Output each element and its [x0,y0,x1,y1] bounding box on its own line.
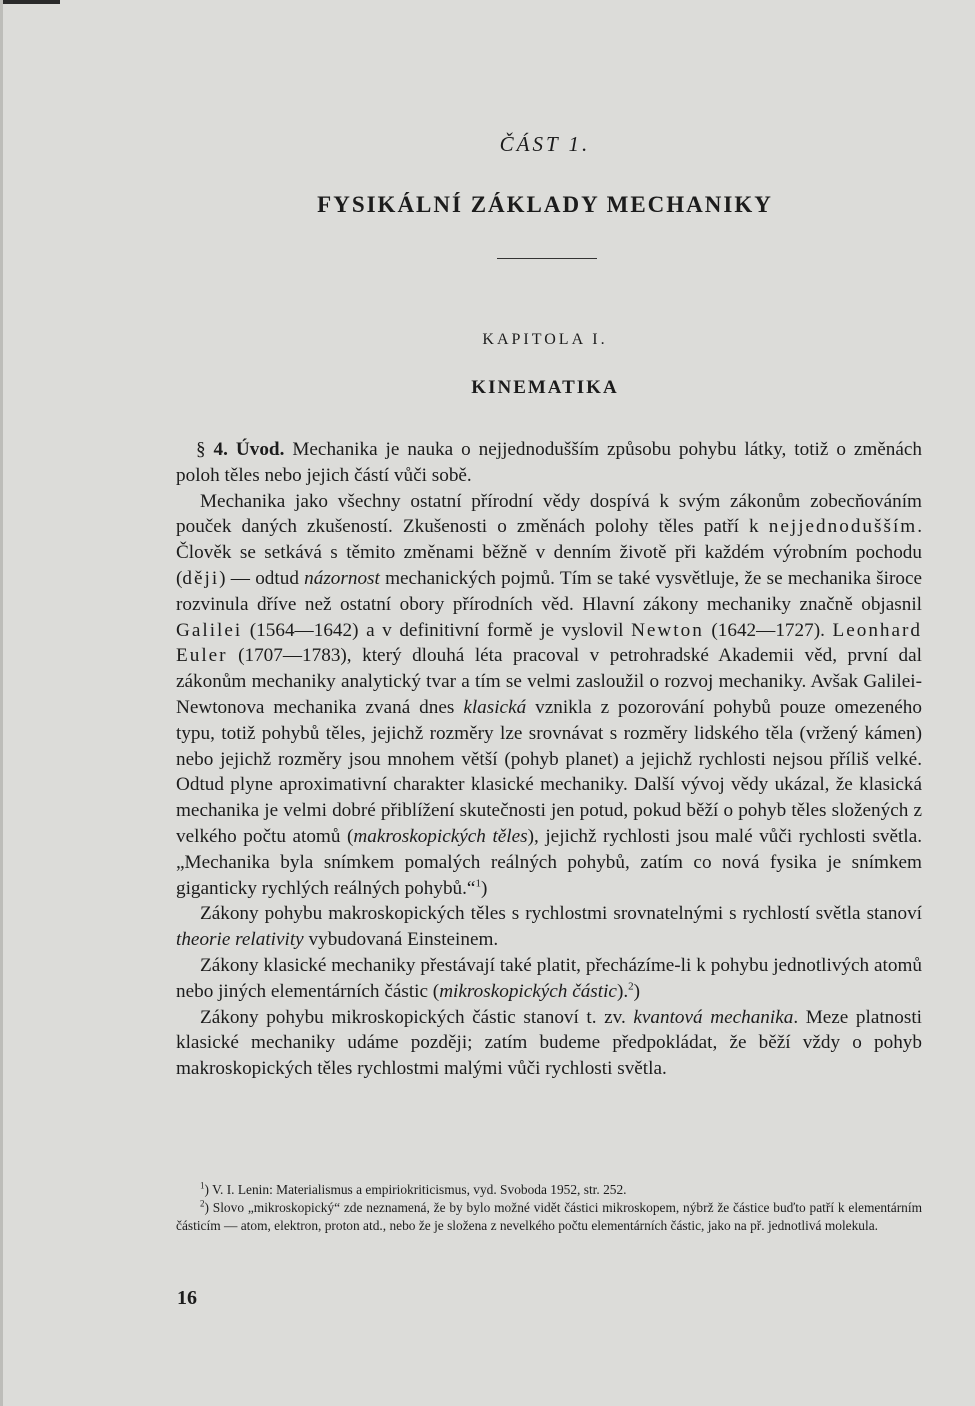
text-run: . Meze platnosti klasické mechaniky udáme později; zatím budeme předpokládat, že běží vždy o pohyb makroskopických těles rychlostmi malými vůči rychlosti světla. [176,1006,922,1080]
footnote-mark: 2 [200,1198,205,1209]
intro-text: Mechanika je nauka o nejjednodušším způsobu pohybu látky, totiž o změnách poloh těles nebo jejich částí vůči sobě. [176,439,923,486]
section-symbol: § [196,439,206,460]
text-run: ), jejichž rychlosti jsou malé vůči rychlosti světla. „Mechanika byla snímkem pomalých reálných pohybů, zatím co nová fysika je snímkem giganticky rychlých reálných pohybů.“ [176,825,923,899]
text-run: (1707—1783), který dlouhá léta pracoval v petrohradské Akademii věd, první dal zákonům mechaniky analytický tvar a tím se velmi zasloužil o rozvoj mechaniky. Avšak Galilei-Newtonova mechanika zvaná dnes [176,645,922,718]
paragraph-intro [176,437,922,489]
footnote-ref: 2 [628,980,634,993]
spaced-text: ději [182,567,220,589]
italic-text: mikroskopických částic [439,980,617,1002]
paragraph-5 [176,1005,922,1082]
spaced-text: nejjednodušším [768,516,918,538]
italic-text: klasická [463,696,527,718]
section-heading: Úvod. [235,439,285,460]
footnote-text: ) V. I. Lenin: Materialismus a empiriokriticismus, vyd. Svoboda 1952, str. 252. [204,1182,627,1197]
title-divider [497,258,597,259]
section-number: 4. [213,439,228,460]
text-run: mechanických pojmů. Tím se také vysvětluje, že se mechanika široce rozvinula dříve než ostatní obory přírodních věd. Hlavní zákony mechaniky značně objasnil [176,567,922,615]
paragraph-3 [176,901,922,953]
text-run: Zákony pohybu makroskopických těles s rychlostmi srovnatelnými s rychlostí světla stanoví [200,903,922,925]
italic-text: makroskopických těles [353,825,528,847]
part-label: ČÁST 1. [499,132,591,156]
footnote-mark: 1 [200,1180,205,1191]
paragraph-4 [176,953,922,1005]
text-run: . Člověk se setkává s těmito změnami běžně v denním životě při každém výrobním pochodu ( [176,516,922,589]
paragraph-2 [176,489,922,902]
text-run: Zákony pohybu mikroskopických částic stanoví t. zv. [200,1006,634,1028]
footnote-1 [176,1181,922,1199]
text-run: ) [480,877,488,899]
text-run: (1564—1642) a v definitivní formě je vyslovil [242,619,632,641]
page-number: 16 [177,1287,197,1309]
text-run: ). [616,980,629,1002]
person-name: Leonhard Euler [176,619,923,667]
text-run: (1642—1727). [703,619,833,641]
person-name: Galilei [176,619,243,641]
text-run: vybudovaná Einsteinem. [303,929,499,951]
scan-edge-top [0,0,60,4]
footnote-text: ) Slovo „mikroskopický“ zde neznamená, že by bylo možné vidět částici mikroskopem, nýbrž že částice buďto patří k elementárním částicím — atom, elektron, proton atd., nebo že je složena z nevelkého počtu elementárních částic, jako na př. jednotlivá molekula. [176,1200,922,1233]
italic-text: kvantová mechanika [633,1006,794,1028]
text-run: ) [633,980,641,1002]
italic-text: theorie relativity [176,929,304,951]
text-run: Mechanika jako všechny ostatní přírodní vědy dospívá k svým zákonům zobecňováním pouček daných zkušeností. Zkušenosti o změnách polohy těles patří k [176,490,922,538]
text-run: vznikla z pozorování pohybů pouze omezeného typu, totiž pohybů těles, jejichž rozměry lze srovnávat s rozměry lidského těla (vržený kámen) nebo jejichž rozměry jsou mnohem větší (pohyb planet) a jejichž rychlosti nejsou příliš velké. Odtud plyne aproximativní charakter klasické mechaniky. Další vývoj vědy ukázal, že klasická mechanika je velmi dobré přiblížení skutečnosti jen potud, pokud běží o pohyb těles složených z velkého počtu atomů ( [176,696,922,847]
italic-text: názornost [304,567,380,589]
body-text [176,437,922,1082]
chapter-title: KINEMATIKA [471,377,619,398]
text-run: ) — odtud [219,567,305,589]
footnote-ref: 1 [475,877,481,890]
text-run: Zákony klasické mechaniky přestávají také platit, přecházíme-li k pohybu jednotlivých atomů nebo jiných elementárních částic ( [176,954,922,1002]
part-title: FYSIKÁLNÍ ZÁKLADY MECHANIKY [317,192,773,217]
footnote-2 [176,1199,922,1235]
chapter-label: KAPITOLA I. [482,331,608,348]
footnotes [176,1181,922,1235]
person-name: Newton [631,619,704,641]
